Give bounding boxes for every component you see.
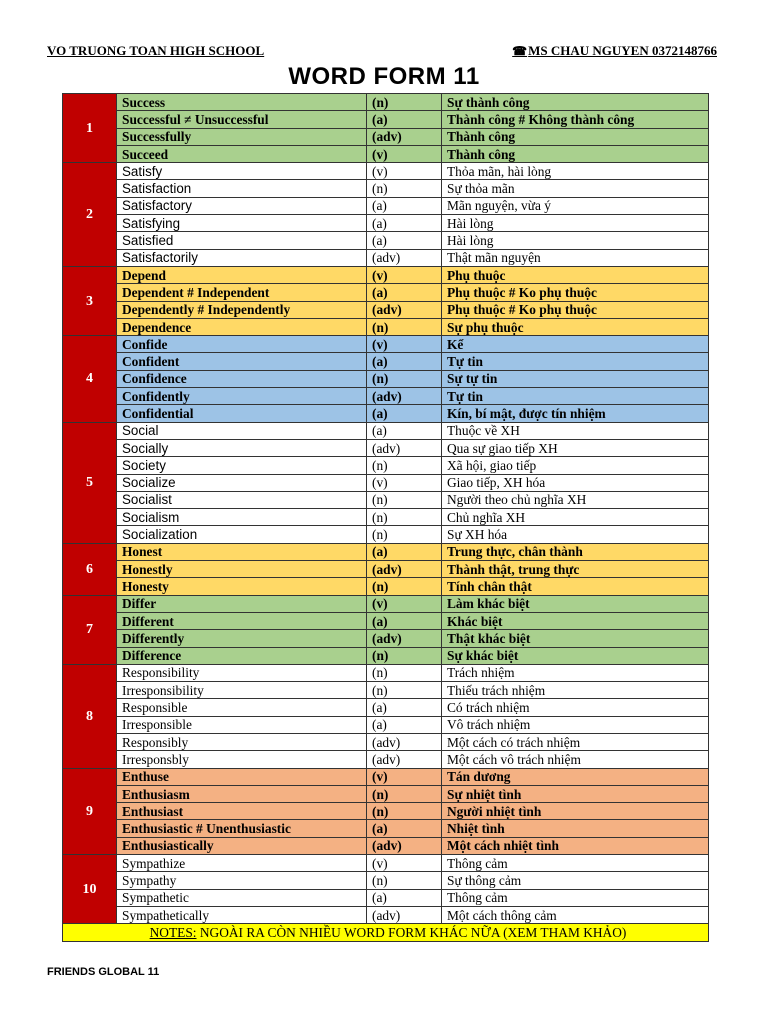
teacher-name-phone: MS CHAU NGUYEN 0372148766 (528, 43, 717, 58)
word-cell: Sympathetic (117, 889, 367, 906)
word-cell: Honestly (117, 561, 367, 578)
meaning-cell: Phụ thuộc # Ko phụ thuộc (442, 284, 709, 301)
table-row (63, 733, 709, 750)
word-cell: Enthusiastically (117, 837, 367, 854)
meaning-cell: Mãn nguyện, vừa ý (442, 197, 709, 214)
part-of-speech-cell: (n) (367, 509, 442, 526)
table-row (63, 353, 709, 370)
word-cell: Dependently # Independently (117, 301, 367, 318)
group-number: 6 (63, 543, 117, 595)
word-cell: Responsibility (117, 664, 367, 681)
meaning-cell: Qua sự giao tiếp XH (442, 439, 709, 456)
table-row (63, 561, 709, 578)
part-of-speech-cell: (n) (367, 647, 442, 664)
part-of-speech-cell: (adv) (367, 837, 442, 854)
part-of-speech-cell: (n) (367, 370, 442, 387)
part-of-speech-cell: (adv) (367, 561, 442, 578)
meaning-cell: Khác biệt (442, 612, 709, 629)
word-cell: Satisfy (117, 163, 367, 180)
word-cell: Satisfaction (117, 180, 367, 197)
table-row (63, 111, 709, 128)
group-number: 1 (63, 94, 117, 163)
meaning-cell: Sự thỏa mãn (442, 180, 709, 197)
meaning-cell: Phụ thuộc # Ko phụ thuộc (442, 301, 709, 318)
word-cell: Sympathize (117, 855, 367, 872)
meaning-cell: Giao tiếp, XH hóa (442, 474, 709, 491)
part-of-speech-cell: (a) (367, 699, 442, 716)
part-of-speech-cell: (a) (367, 612, 442, 629)
word-cell: Difference (117, 647, 367, 664)
part-of-speech-cell: (a) (367, 422, 442, 439)
word-cell: Responsibly (117, 733, 367, 750)
meaning-cell: Sự XH hóa (442, 526, 709, 543)
word-cell: Irresponsibility (117, 682, 367, 699)
table-row (63, 232, 709, 249)
table-row (63, 491, 709, 508)
word-cell: Irresponsible (117, 716, 367, 733)
part-of-speech-cell: (n) (367, 803, 442, 820)
part-of-speech-cell: (a) (367, 232, 442, 249)
table-row (63, 336, 709, 353)
part-of-speech-cell: (a) (367, 889, 442, 906)
table-row (63, 889, 709, 906)
word-cell: Responsible (117, 699, 367, 716)
word-cell: Confidently (117, 388, 367, 405)
meaning-cell: Thuộc về XH (442, 422, 709, 439)
school-name: VO TRUONG TOAN HIGH SCHOOL (47, 43, 265, 58)
table-row (63, 249, 709, 266)
table-row (63, 751, 709, 768)
meaning-cell: Sự thông cảm (442, 872, 709, 889)
notes-label: NOTES: (149, 924, 197, 940)
table-row (63, 612, 709, 629)
table-row (63, 906, 709, 923)
word-cell: Honesty (117, 578, 367, 595)
part-of-speech-cell: (a) (367, 716, 442, 733)
table-row (63, 855, 709, 872)
table-row (63, 163, 709, 180)
word-cell: Socialism (117, 509, 367, 526)
word-cell: Dependent # Independent (117, 284, 367, 301)
word-cell: Dependence (117, 318, 367, 335)
part-of-speech-cell: (adv) (367, 630, 442, 647)
part-of-speech-cell: (n) (367, 872, 442, 889)
meaning-cell: Hài lòng (442, 215, 709, 232)
meaning-cell: Một cách thông cảm (442, 906, 709, 923)
table-row (63, 145, 709, 162)
part-of-speech-cell: (v) (367, 336, 442, 353)
table-row (63, 94, 709, 111)
part-of-speech-cell: (n) (367, 318, 442, 335)
table-row (63, 768, 709, 785)
meaning-cell: Phụ thuộc (442, 266, 709, 283)
meaning-cell: Sự tự tin (442, 370, 709, 387)
meaning-cell: Sự nhiệt tình (442, 785, 709, 802)
part-of-speech-cell: (n) (367, 785, 442, 802)
meaning-cell: Thông cảm (442, 855, 709, 872)
meaning-cell: Tính chân thật (442, 578, 709, 595)
meaning-cell: Nhiệt tình (442, 820, 709, 837)
part-of-speech-cell: (adv) (367, 249, 442, 266)
part-of-speech-cell: (a) (367, 820, 442, 837)
table-row (63, 630, 709, 647)
group-number: 5 (63, 422, 117, 543)
group-number: 8 (63, 664, 117, 768)
notes-row (63, 924, 709, 941)
word-cell: Satisfied (117, 232, 367, 249)
table-row (63, 872, 709, 889)
table-row (63, 370, 709, 387)
table-row (63, 682, 709, 699)
table-row (63, 664, 709, 681)
group-number: 9 (63, 768, 117, 854)
part-of-speech-cell: (adv) (367, 733, 442, 750)
meaning-cell: Kể (442, 336, 709, 353)
table-row (63, 422, 709, 439)
table-row (63, 716, 709, 733)
part-of-speech-cell: (v) (367, 474, 442, 491)
table-row (63, 284, 709, 301)
part-of-speech-cell: (adv) (367, 906, 442, 923)
word-cell: Socialist (117, 491, 367, 508)
word-cell: Successfully (117, 128, 367, 145)
meaning-cell: Thỏa mãn, hài lòng (442, 163, 709, 180)
word-cell: Irresponsbly (117, 751, 367, 768)
word-form-table (62, 93, 709, 942)
part-of-speech-cell: (adv) (367, 128, 442, 145)
table-row (63, 128, 709, 145)
part-of-speech-cell: (v) (367, 145, 442, 162)
meaning-cell: Thông cảm (442, 889, 709, 906)
group-number: 10 (63, 855, 117, 924)
table-row (63, 405, 709, 422)
meaning-cell: Thành thật, trung thực (442, 561, 709, 578)
group-number: 3 (63, 266, 117, 335)
meaning-cell: Làm khác biệt (442, 595, 709, 612)
table-row (63, 647, 709, 664)
part-of-speech-cell: (a) (367, 405, 442, 422)
part-of-speech-cell: (a) (367, 543, 442, 560)
word-cell: Sympathetically (117, 906, 367, 923)
meaning-cell: Thành công (442, 145, 709, 162)
part-of-speech-cell: (adv) (367, 751, 442, 768)
word-cell: Satisfying (117, 215, 367, 232)
table-row (63, 439, 709, 456)
meaning-cell: Một cách nhiệt tình (442, 837, 709, 854)
part-of-speech-cell: (v) (367, 768, 442, 785)
part-of-speech-cell: (adv) (367, 388, 442, 405)
word-cell: Success (117, 94, 367, 111)
table-row (63, 388, 709, 405)
phone-icon: ☎ (512, 44, 528, 58)
word-cell: Society (117, 457, 367, 474)
meaning-cell: Thật mãn nguyện (442, 249, 709, 266)
table-row (63, 837, 709, 854)
meaning-cell: Sự thành công (442, 94, 709, 111)
word-cell: Depend (117, 266, 367, 283)
table-row (63, 301, 709, 318)
part-of-speech-cell: (v) (367, 595, 442, 612)
part-of-speech-cell: (n) (367, 457, 442, 474)
table-row (63, 699, 709, 716)
meaning-cell: Tán dương (442, 768, 709, 785)
table-row (63, 820, 709, 837)
table-row (63, 180, 709, 197)
word-cell: Socialize (117, 474, 367, 491)
table-row (63, 215, 709, 232)
meaning-cell: Sự khác biệt (442, 647, 709, 664)
word-cell: Enthusiastic # Unenthusiastic (117, 820, 367, 837)
word-cell: Enthusiasm (117, 785, 367, 802)
table-row (63, 543, 709, 560)
part-of-speech-cell: (a) (367, 215, 442, 232)
word-cell: Satisfactorily (117, 249, 367, 266)
word-cell: Socially (117, 439, 367, 456)
part-of-speech-cell: (n) (367, 526, 442, 543)
word-cell: Social (117, 422, 367, 439)
word-cell: Successful ≠ Unsuccessful (117, 111, 367, 128)
part-of-speech-cell: (n) (367, 664, 442, 681)
table-row (63, 266, 709, 283)
meaning-cell: Thành công (442, 128, 709, 145)
table-row (63, 457, 709, 474)
table-row (63, 474, 709, 491)
word-cell: Satisfactory (117, 197, 367, 214)
meaning-cell: Hài lòng (442, 232, 709, 249)
footer-text: FRIENDS GLOBAL 11 (47, 966, 160, 978)
word-cell: Differently (117, 630, 367, 647)
table-row (63, 578, 709, 595)
table-row (63, 595, 709, 612)
meaning-cell: Người theo chủ nghĩa XH (442, 491, 709, 508)
table-row (63, 197, 709, 214)
page-header (47, 43, 717, 61)
word-cell: Enthusiast (117, 803, 367, 820)
group-number: 7 (63, 595, 117, 664)
part-of-speech-cell: (v) (367, 266, 442, 283)
meaning-cell: Sự phụ thuộc (442, 318, 709, 335)
meaning-cell: Một cách có trách nhiệm (442, 733, 709, 750)
word-cell: Differ (117, 595, 367, 612)
table-row (63, 318, 709, 335)
word-cell: Confidence (117, 370, 367, 387)
meaning-cell: Kín, bí mật, được tín nhiệm (442, 405, 709, 422)
word-form-table-body (63, 94, 709, 942)
part-of-speech-cell: (a) (367, 197, 442, 214)
word-cell: Confident (117, 353, 367, 370)
meaning-cell: Thành công # Không thành công (442, 111, 709, 128)
table-row (63, 526, 709, 543)
part-of-speech-cell: (v) (367, 163, 442, 180)
meaning-cell: Tự tin (442, 353, 709, 370)
part-of-speech-cell: (adv) (367, 439, 442, 456)
meaning-cell: Trung thực, chân thành (442, 543, 709, 560)
meaning-cell: Trách nhiệm (442, 664, 709, 681)
group-number: 2 (63, 163, 117, 267)
table-row (63, 509, 709, 526)
meaning-cell: Chủ nghĩa XH (442, 509, 709, 526)
table-row (63, 803, 709, 820)
meaning-cell: Tự tin (442, 388, 709, 405)
part-of-speech-cell: (a) (367, 353, 442, 370)
group-number: 4 (63, 336, 117, 422)
part-of-speech-cell: (n) (367, 491, 442, 508)
word-cell: Honest (117, 543, 367, 560)
teacher-contact (512, 43, 717, 59)
part-of-speech-cell: (n) (367, 180, 442, 197)
part-of-speech-cell: (adv) (367, 301, 442, 318)
notes-text: NGOÀI RA CÒN NHIỀU WORD FORM KHÁC NỮA (XEM THAM KHẢO) (196, 924, 627, 940)
meaning-cell: Có trách nhiệm (442, 699, 709, 716)
word-cell: Different (117, 612, 367, 629)
meaning-cell: Người nhiệt tình (442, 803, 709, 820)
part-of-speech-cell: (v) (367, 855, 442, 872)
meaning-cell: Một cách vô trách nhiệm (442, 751, 709, 768)
part-of-speech-cell: (n) (367, 578, 442, 595)
meaning-cell: Xã hội, giao tiếp (442, 457, 709, 474)
part-of-speech-cell: (a) (367, 284, 442, 301)
word-cell: Confidential (117, 405, 367, 422)
page-title: WORD FORM 11 (288, 63, 480, 90)
meaning-cell: Thật khác biệt (442, 630, 709, 647)
part-of-speech-cell: (n) (367, 94, 442, 111)
word-cell: Confide (117, 336, 367, 353)
meaning-cell: Thiếu trách nhiệm (442, 682, 709, 699)
table-row (63, 785, 709, 802)
meaning-cell: Vô trách nhiệm (442, 716, 709, 733)
word-cell: Sympathy (117, 872, 367, 889)
notes-cell (63, 924, 709, 941)
word-cell: Enthuse (117, 768, 367, 785)
word-cell: Succeed (117, 145, 367, 162)
part-of-speech-cell: (a) (367, 111, 442, 128)
part-of-speech-cell: (n) (367, 682, 442, 699)
word-cell: Socialization (117, 526, 367, 543)
